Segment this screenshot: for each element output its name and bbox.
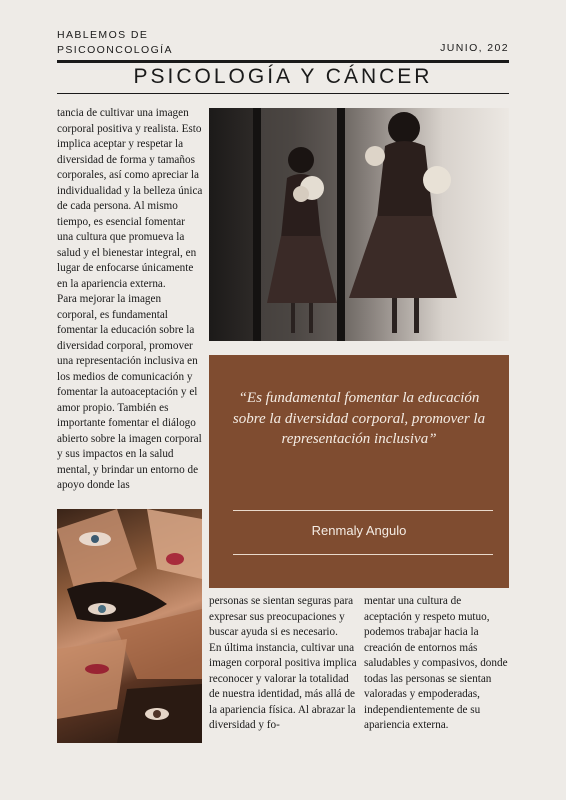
collage-photo [57,509,202,743]
magazine-name-line1: HABLEMOS DE [57,29,149,41]
title-divider [57,93,509,94]
page-title: PSICOLOGÍA Y CÁNCER [133,65,433,88]
quote-text: “Es fundamental fomentar la educación sobre la diversidad corporal, promover la representación inclusiva” [232,390,486,447]
middle-paragraph-1: personas se sientan seguras para expresar sus preocupaciones y buscar ayuda si es necesario. [209,595,354,638]
left-paragraph-1: tancia de cultivar una imagen corporal positiva y realista. Esto implica aceptar y respetar la diversidad de forma y tamaños corporales, así como apreciar la individualidad y la belleza única de cada persona. Al mismo tiempo, es esencial fomentar una cultura que promueva la salud y el bienestar integral, en lugar de enfocarse únicamente en la apariencia externa. [57,107,203,290]
magazine-name-line2: PSICOONCOLOGÍA [57,44,173,56]
middle-paragraph-2: En última instancia, cultivar una imagen corporal positiva implica reconocer y valorar la totalidad de nuestra identidad, más allá de la apariencia física. Al abrazar la diversidad y fo- [209,641,357,731]
middle-text-column [209,594,359,734]
left-paragraph-2: Para mejorar la imagen corporal, es fundamental fomentar la educación sobre la diversidad corporal, promover una representación inclusiva en los medios de comunicación y fomentar la autoaceptación y el amor propio. También es importante fomentar el diálogo abierto sobre la imagen corporal y sus impactos en la salud mental, y brindar un entorno de apoyo donde las [57,293,202,491]
quote-divider-top [233,510,493,511]
right-text-column [364,594,509,734]
issue-date: JUNIO, 202 [440,42,509,54]
header-divider [57,60,509,63]
pull-quote [209,355,509,588]
mirror-photo [209,108,509,341]
quote-author: Renmaly Angulo [311,523,407,538]
magazine-name [57,28,173,58]
left-text-column [57,106,203,494]
collage-photo-illustration [57,509,202,743]
quote-divider-bottom [233,554,493,555]
mirror-photo-illustration [209,108,509,341]
right-paragraph-1: mentar una cultura de aceptación y respeto mutuo, podemos trabajar hacia la creación de entornos más saludables y compasivos, donde todas las personas se sientan valoradas y empoderadas, independientemente de su apariencia externa. [364,595,508,731]
